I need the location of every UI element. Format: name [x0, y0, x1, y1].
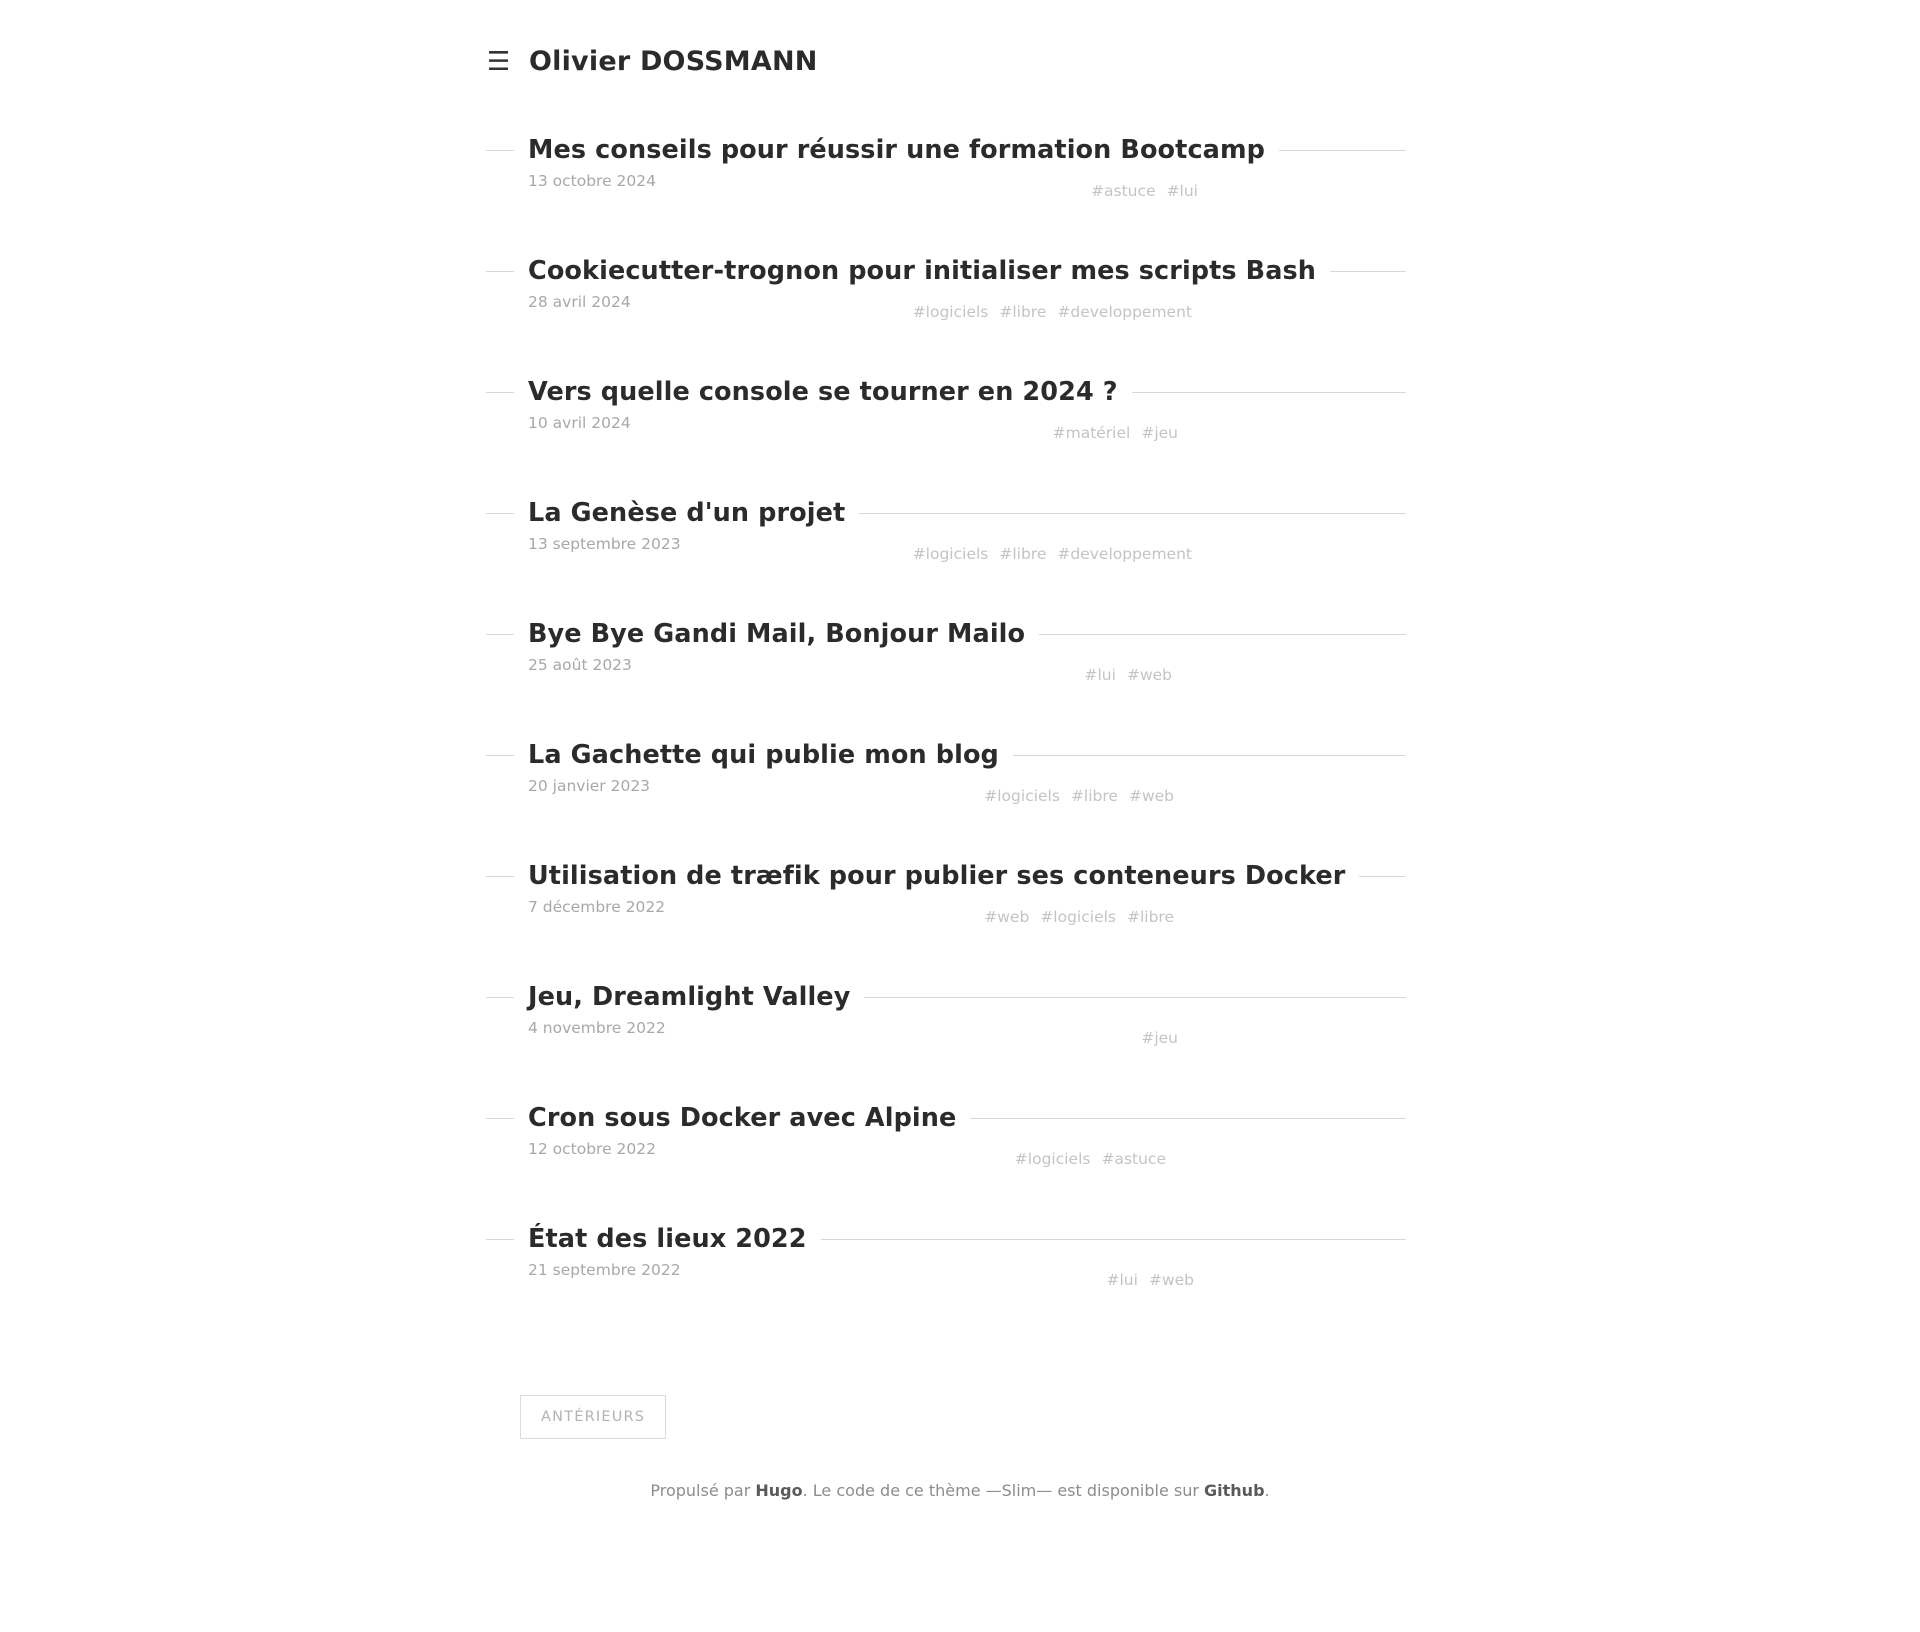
post-title-row: [486, 861, 1406, 891]
rule-left: [486, 1118, 514, 1119]
tag-link[interactable]: #jeu: [1141, 424, 1178, 442]
post-date: 21 septembre 2022: [528, 1261, 681, 1279]
post-tags: [1015, 1150, 1166, 1168]
tag-link[interactable]: #web: [1126, 666, 1172, 684]
post-date: 28 avril 2024: [528, 293, 631, 311]
tag-link[interactable]: #logiciels: [1014, 1150, 1091, 1168]
post-title-row: [486, 135, 1406, 165]
post-item: [460, 498, 1860, 619]
post-tags: [1085, 666, 1172, 684]
post-tags: [913, 303, 1192, 321]
post-date: 10 avril 2024: [528, 414, 631, 432]
previous-page-button[interactable]: ANTÉRIEURS: [520, 1395, 666, 1439]
post-title-row: [486, 256, 1406, 286]
post-title-row: [486, 982, 1406, 1012]
tag-link[interactable]: #logiciels: [984, 787, 1060, 805]
post-title-row: [486, 1103, 1406, 1133]
post-list: [0, 135, 1920, 1345]
tag-link[interactable]: #lui: [1166, 182, 1198, 200]
tag-link[interactable]: #logiciels: [912, 303, 989, 321]
rule-left: [486, 634, 514, 635]
rule-left: [486, 271, 514, 272]
tag-link[interactable]: #libre: [1070, 787, 1118, 805]
tag-link[interactable]: #lui: [1084, 666, 1116, 684]
rule-left: [486, 755, 514, 756]
post-tags: [1107, 1271, 1194, 1289]
post-date: 20 janvier 2023: [528, 777, 651, 795]
post-title-link[interactable]: Utilisation de træfik pour publier ses conteneurs Docker: [528, 861, 1346, 891]
tag-link[interactable]: #web: [984, 908, 1030, 926]
post-title-link[interactable]: La Genèse d'un projet: [528, 498, 846, 528]
post-date: 12 octobre 2022: [528, 1140, 656, 1158]
rule-right: [1013, 755, 1406, 756]
post-title-row: [486, 1224, 1406, 1254]
post-meta: [460, 293, 1380, 321]
post-tags: [1091, 182, 1198, 200]
post-meta: [460, 777, 1380, 805]
rule-right: [1279, 150, 1406, 151]
post-item: [460, 982, 1860, 1103]
post-meta: [460, 414, 1380, 442]
post-title-link[interactable]: Bye Bye Gandi Mail, Bonjour Mailo: [528, 619, 1026, 649]
footer-text-before: Propulsé par: [650, 1481, 756, 1500]
post-meta: [460, 656, 1380, 684]
tag-link[interactable]: #logiciels: [912, 545, 989, 563]
footer-text-after: .: [1264, 1481, 1270, 1500]
rule-left: [486, 392, 514, 393]
post-date: 7 décembre 2022: [528, 898, 666, 916]
post-date: 25 août 2023: [528, 656, 632, 674]
post-item: [460, 135, 1860, 256]
post-title-link[interactable]: La Gachette qui publie mon blog: [528, 740, 999, 770]
rule-right: [1330, 271, 1406, 272]
rule-left: [486, 513, 514, 514]
post-tags: [1053, 424, 1178, 442]
post-item: [460, 861, 1860, 982]
post-date: 13 septembre 2023: [528, 535, 681, 553]
post-item: [460, 1103, 1860, 1224]
post-item: [460, 1224, 1860, 1345]
post-tags: [984, 908, 1174, 926]
rule-right: [821, 1239, 1406, 1240]
tag-link[interactable]: #developpement: [1057, 545, 1192, 563]
post-meta: [460, 1140, 1380, 1168]
rule-right: [1359, 876, 1406, 877]
rule-left: [486, 1239, 514, 1240]
rule-right: [970, 1118, 1406, 1119]
post-title-link[interactable]: Cron sous Docker avec Alpine: [528, 1103, 957, 1133]
tag-link[interactable]: #lui: [1106, 1271, 1138, 1289]
github-link[interactable]: Github: [1204, 1481, 1265, 1500]
site-header: [0, 0, 1920, 77]
tag-link[interactable]: #web: [1148, 1271, 1194, 1289]
post-meta: [460, 898, 1380, 926]
pagination: [520, 1395, 1920, 1439]
tag-link[interactable]: #developpement: [1057, 303, 1192, 321]
post-title-row: [486, 740, 1406, 770]
post-title-link[interactable]: Mes conseils pour réussir une formation Bootcamp: [528, 135, 1266, 165]
tag-link[interactable]: #jeu: [1141, 1029, 1178, 1047]
footer-text: [650, 1481, 1269, 1500]
tag-link[interactable]: #libre: [1126, 908, 1174, 926]
post-meta: [460, 172, 1380, 200]
tag-link[interactable]: #libre: [999, 303, 1047, 321]
rule-right: [1039, 634, 1406, 635]
post-title-link[interactable]: État des lieux 2022: [528, 1224, 807, 1254]
site-footer: [0, 1481, 1920, 1540]
rule-left: [486, 150, 514, 151]
post-tags: [1141, 1029, 1178, 1047]
tag-link[interactable]: #web: [1128, 787, 1174, 805]
post-meta: [460, 1261, 1380, 1289]
post-title-link[interactable]: Jeu, Dreamlight Valley: [528, 982, 851, 1012]
tag-link[interactable]: #astuce: [1101, 1150, 1166, 1168]
rule-right: [859, 513, 1406, 514]
footer-text-middle: . Le code de ce thème —Slim— est disponible sur: [802, 1481, 1205, 1500]
post-item: [460, 377, 1860, 498]
hugo-link[interactable]: Hugo: [755, 1481, 803, 1500]
post-item: [460, 619, 1860, 740]
post-tags: [984, 787, 1174, 805]
tag-link[interactable]: #astuce: [1091, 182, 1156, 200]
rule-left: [486, 876, 514, 877]
rule-right: [864, 997, 1406, 998]
post-date: 13 octobre 2024: [528, 172, 656, 190]
post-date: 4 novembre 2022: [528, 1019, 666, 1037]
post-meta: [460, 535, 1380, 563]
post-title-row: [486, 498, 1406, 528]
site-title[interactable]: Olivier DOSSMANN: [529, 46, 818, 77]
rule-right: [1132, 392, 1406, 393]
post-tags: [913, 545, 1192, 563]
post-title-link[interactable]: Cookiecutter-trognon pour initialiser mes scripts Bash: [528, 256, 1317, 286]
tag-link[interactable]: #logiciels: [1040, 908, 1116, 926]
post-item: [460, 256, 1860, 377]
post-title-link[interactable]: Vers quelle console se tourner en 2024 ?: [528, 377, 1118, 407]
tag-link[interactable]: #matériel: [1052, 424, 1131, 442]
rule-left: [486, 997, 514, 998]
hamburger-menu-icon[interactable]: ☰: [487, 46, 511, 77]
post-title-row: [486, 619, 1406, 649]
post-meta: [460, 1019, 1380, 1047]
tag-link[interactable]: #libre: [999, 545, 1047, 563]
post-item: [460, 740, 1860, 861]
post-title-row: [486, 377, 1406, 407]
